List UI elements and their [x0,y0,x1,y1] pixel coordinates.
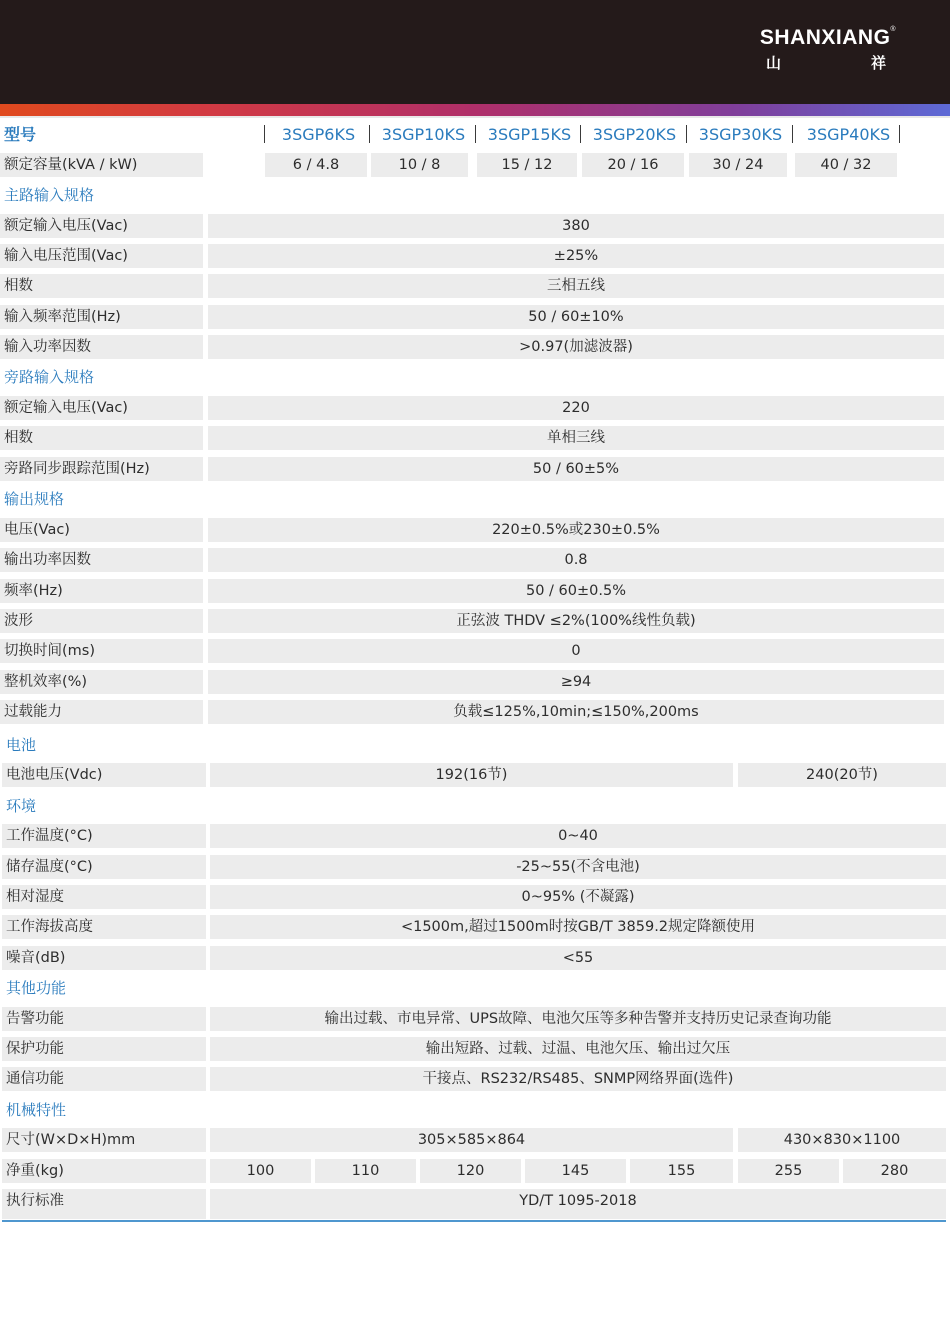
spec-label: 保护功能 [2,1037,206,1061]
registered-mark: ® [890,26,897,33]
spec-label: 过载能力 [0,700,203,724]
spec-label: 电池电压(Vdc) [2,763,206,787]
weight-40ks-a: 255 [738,1159,839,1183]
spec-row [0,244,950,268]
spec-value: -25~55(不含电池) [210,855,946,879]
spec-row [0,548,950,572]
spec-value: 干接点、RS232/RS485、SNMP网络界面(选件) [210,1067,946,1091]
spec-value: 50 / 60±0.5% [208,579,944,603]
spec-label: 告警功能 [2,1007,206,1031]
spec-label: 电压(Vac) [0,518,203,542]
header-bar [0,0,950,104]
spec-label: 储存温度(°C) [2,855,206,879]
bottom-rule [2,1220,946,1222]
spec-label: 输出功率因数 [0,548,203,572]
spec-row [0,274,950,298]
spec-row [0,670,950,694]
model-separator [686,125,687,143]
spec-value: >0.97(加滤波器) [208,335,944,359]
weight-30ks: 155 [630,1159,733,1183]
model-title: 型号 [4,125,37,144]
capacity-label: 额定容量(kVA / kW) [0,153,203,177]
spec-label: 额定输入电压(Vac) [0,396,203,420]
spec-row [0,946,950,970]
spec-value: 输出过载、市电异常、UPS故障、电池欠压等多种告警并支持历史记录查询功能 [210,1007,946,1031]
weight-40ks-b: 280 [843,1159,946,1183]
spec-value: 50 / 60±10% [208,305,944,329]
spec-row [0,1189,950,1219]
spec-row [0,855,950,879]
spec-label: 整机效率(%) [0,670,203,694]
spec-label: 输入频率范围(Hz) [0,305,203,329]
spec-label: 相数 [0,274,203,298]
weight-6ks: 100 [210,1159,311,1183]
spec-label: 净重(kg) [2,1159,206,1183]
spec-value: 220±0.5%或230±0.5% [208,518,944,542]
spec-value: ±25% [208,244,944,268]
model-20ks: 3SGP20KS [592,125,677,144]
spec-value: 240(20节) [738,763,946,787]
model-6ks: 3SGP6KS [281,125,356,144]
capacity-10ks: 10 / 8 [371,153,468,177]
spec-label: 噪音(dB) [2,946,206,970]
spec-label: 额定输入电压(Vac) [0,214,203,238]
model-separator [475,125,476,143]
section-output: 输出规格 [4,490,65,508]
model-separator [580,125,581,143]
spec-label: 执行标准 [2,1189,206,1219]
model-separator [792,125,793,143]
spec-value: 0 [208,639,944,663]
spec-row [0,1037,950,1061]
spec-value: 0~95% (不凝露) [210,885,946,909]
brand-cn-right: 祥 [870,54,886,72]
capacity-15ks: 15 / 12 [477,153,577,177]
divider [0,116,950,118]
spec-value: 0~40 [210,824,946,848]
spec-row [0,915,950,939]
spec-value: <1500m,超过1500m时按GB/T 3859.2规定降额使用 [210,915,946,939]
spec-value: 负载≤125%,10min;≤150%,200ms [208,700,944,724]
weight-10ks: 110 [315,1159,416,1183]
spec-label: 尺寸(W×D×H)mm [2,1128,206,1152]
capacity-20ks: 20 / 16 [582,153,684,177]
spec-value: 220 [208,396,944,420]
model-separator [899,125,900,143]
spec-label: 旁路同步跟踪范围(Hz) [0,457,203,481]
brand-name: SHANXIANG [759,26,891,49]
spec-row [0,609,950,633]
spec-label: 工作温度(°C) [2,824,206,848]
spec-value: 430×830×1100 [738,1128,946,1152]
weight-20ks: 145 [525,1159,626,1183]
spec-label: 输入电压范围(Vac) [0,244,203,268]
spec-value: 单相三线 [208,426,944,450]
spec-label: 相对湿度 [2,885,206,909]
spec-row [0,885,950,909]
model-30ks: 3SGP30KS [698,125,783,144]
spec-label: 频率(Hz) [0,579,203,603]
spec-value: YD/T 1095-2018 [210,1189,946,1219]
weight-15ks: 120 [420,1159,521,1183]
spec-value: <55 [210,946,946,970]
section-environment: 环境 [6,797,37,815]
spec-value: 380 [208,214,944,238]
spec-row [0,1067,950,1091]
spec-row [0,763,950,787]
section-other: 其他功能 [6,979,67,997]
model-separator [264,125,265,143]
model-separator [369,125,370,143]
section-bypass-input: 旁路输入规格 [4,368,95,386]
capacity-row [0,153,950,177]
capacity-40ks: 40 / 32 [795,153,897,177]
spec-row [0,824,950,848]
spec-label: 输入功率因数 [0,335,203,359]
spec-label: 波形 [0,609,203,633]
model-10ks: 3SGP10KS [381,125,466,144]
spec-value: 输出短路、过载、过温、电池欠压、输出过欠压 [210,1037,946,1061]
spec-label: 通信功能 [2,1067,206,1091]
spec-label: 切换时间(ms) [0,639,203,663]
spec-value: ≥94 [208,670,944,694]
spec-value: 正弦波 THDV ≤2%(100%线性负载) [208,609,944,633]
section-mechanical: 机械特性 [6,1101,67,1119]
brand-logo [748,26,908,73]
spec-label: 相数 [0,426,203,450]
spec-row [0,579,950,603]
spec-label: 工作海拔高度 [2,915,206,939]
model-40ks: 3SGP40KS [806,125,891,144]
spec-row [0,214,950,238]
spec-row [0,700,950,724]
spec-row [0,457,950,481]
section-main-input: 主路输入规格 [4,186,95,204]
spec-row [0,1159,950,1183]
spec-row [0,396,950,420]
spec-row [0,518,950,542]
spec-row [0,639,950,663]
spec-row [0,1128,950,1152]
spec-value: 50 / 60±5% [208,457,944,481]
spec-row [0,335,950,359]
capacity-6ks: 6 / 4.8 [265,153,367,177]
brand-cn-left: 山 [766,54,782,72]
gradient-band [0,104,950,116]
spec-value: 0.8 [208,548,944,572]
capacity-30ks: 30 / 24 [689,153,787,177]
spec-value: 192(16节) [210,763,733,787]
spec-row [0,1007,950,1031]
model-15ks: 3SGP15KS [487,125,572,144]
spec-value: 305×585×864 [210,1128,733,1152]
spec-row [0,426,950,450]
spec-value: 三相五线 [208,274,944,298]
section-battery: 电池 [6,736,37,754]
spec-row [0,305,950,329]
